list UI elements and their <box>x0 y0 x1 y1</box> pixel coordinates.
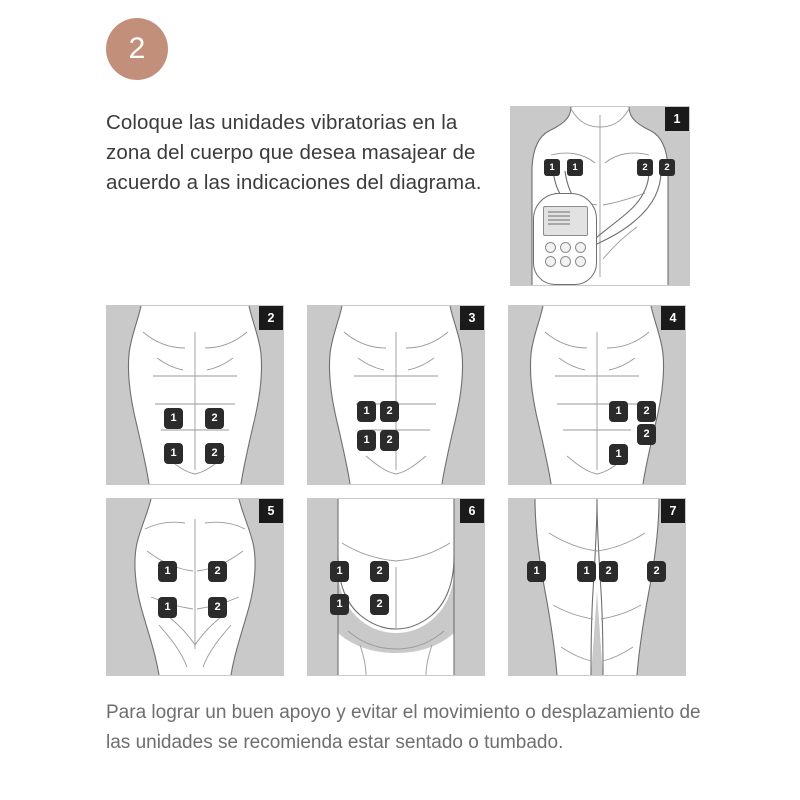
panel-number: 5 <box>259 499 283 523</box>
electrode-pad: 1 <box>164 408 183 429</box>
electrode-pad: 2 <box>599 561 618 582</box>
diagram-panel-6 <box>307 498 485 676</box>
diagram-panel-4 <box>508 305 686 485</box>
panel-number: 2 <box>259 306 283 330</box>
electrode-pad: 1 <box>357 430 376 451</box>
electrode-pad: 2 <box>370 594 389 615</box>
electrode-pad: 1 <box>330 594 349 615</box>
control-unit-device <box>533 193 597 285</box>
step-number-badge: 2 <box>106 18 168 80</box>
electrode-pad: 2 <box>647 561 666 582</box>
panel-number: 3 <box>460 306 484 330</box>
electrode-pad: 2 <box>205 443 224 464</box>
electrode-pad: 1 <box>330 561 349 582</box>
instruction-text: Coloque las unidades vibratorias en la zona del cuerpo que desea masajear de acuerdo a las indicaciones del diagrama. <box>106 111 482 194</box>
diagram-panel-2 <box>106 305 284 485</box>
electrode-pad: 2 <box>637 159 653 176</box>
electrode-pad: 2 <box>659 159 675 176</box>
electrode-pad: 1 <box>357 401 376 422</box>
device-screen <box>543 206 588 236</box>
panel-number: 6 <box>460 499 484 523</box>
electrode-pad: 2 <box>637 401 656 422</box>
buttocks-illustration <box>308 499 484 675</box>
device-button <box>575 256 586 267</box>
device-button <box>560 256 571 267</box>
electrode-pad: 1 <box>527 561 546 582</box>
thighs-illustration <box>509 499 685 675</box>
electrode-pad: 1 <box>544 159 560 176</box>
abdomen-illustration <box>308 306 484 484</box>
electrode-pad: 2 <box>370 561 389 582</box>
diagram-panel-1 <box>510 106 690 286</box>
device-button <box>575 242 586 253</box>
electrode-pad: 1 <box>164 443 183 464</box>
electrode-pad: 2 <box>208 561 227 582</box>
device-button <box>545 256 556 267</box>
panel-number: 4 <box>661 306 685 330</box>
panel-number: 1 <box>665 107 689 131</box>
electrode-pad: 1 <box>567 159 583 176</box>
lower-back-illustration <box>107 499 283 675</box>
electrode-pad: 2 <box>380 430 399 451</box>
footer-note: Para lograr un buen apoyo y evitar el movimiento o desplazamiento de las unidades se recomienda estar sentado o tumbado. <box>106 702 701 753</box>
electrode-pad: 2 <box>205 408 224 429</box>
diagram-panel-7 <box>508 498 686 676</box>
device-button <box>545 242 556 253</box>
diagram-panel-3 <box>307 305 485 485</box>
electrode-pad: 1 <box>609 444 628 465</box>
electrode-pad: 1 <box>158 561 177 582</box>
electrode-pad: 1 <box>609 401 628 422</box>
electrode-pad: 2 <box>380 401 399 422</box>
diagram-panel-5 <box>106 498 284 676</box>
electrode-pad: 2 <box>208 597 227 618</box>
electrode-pad: 1 <box>158 597 177 618</box>
device-button <box>560 242 571 253</box>
panel-number: 7 <box>661 499 685 523</box>
abdomen-illustration <box>107 306 283 484</box>
electrode-pad: 1 <box>577 561 596 582</box>
abdomen-illustration <box>509 306 685 484</box>
electrode-pad: 2 <box>637 424 656 445</box>
